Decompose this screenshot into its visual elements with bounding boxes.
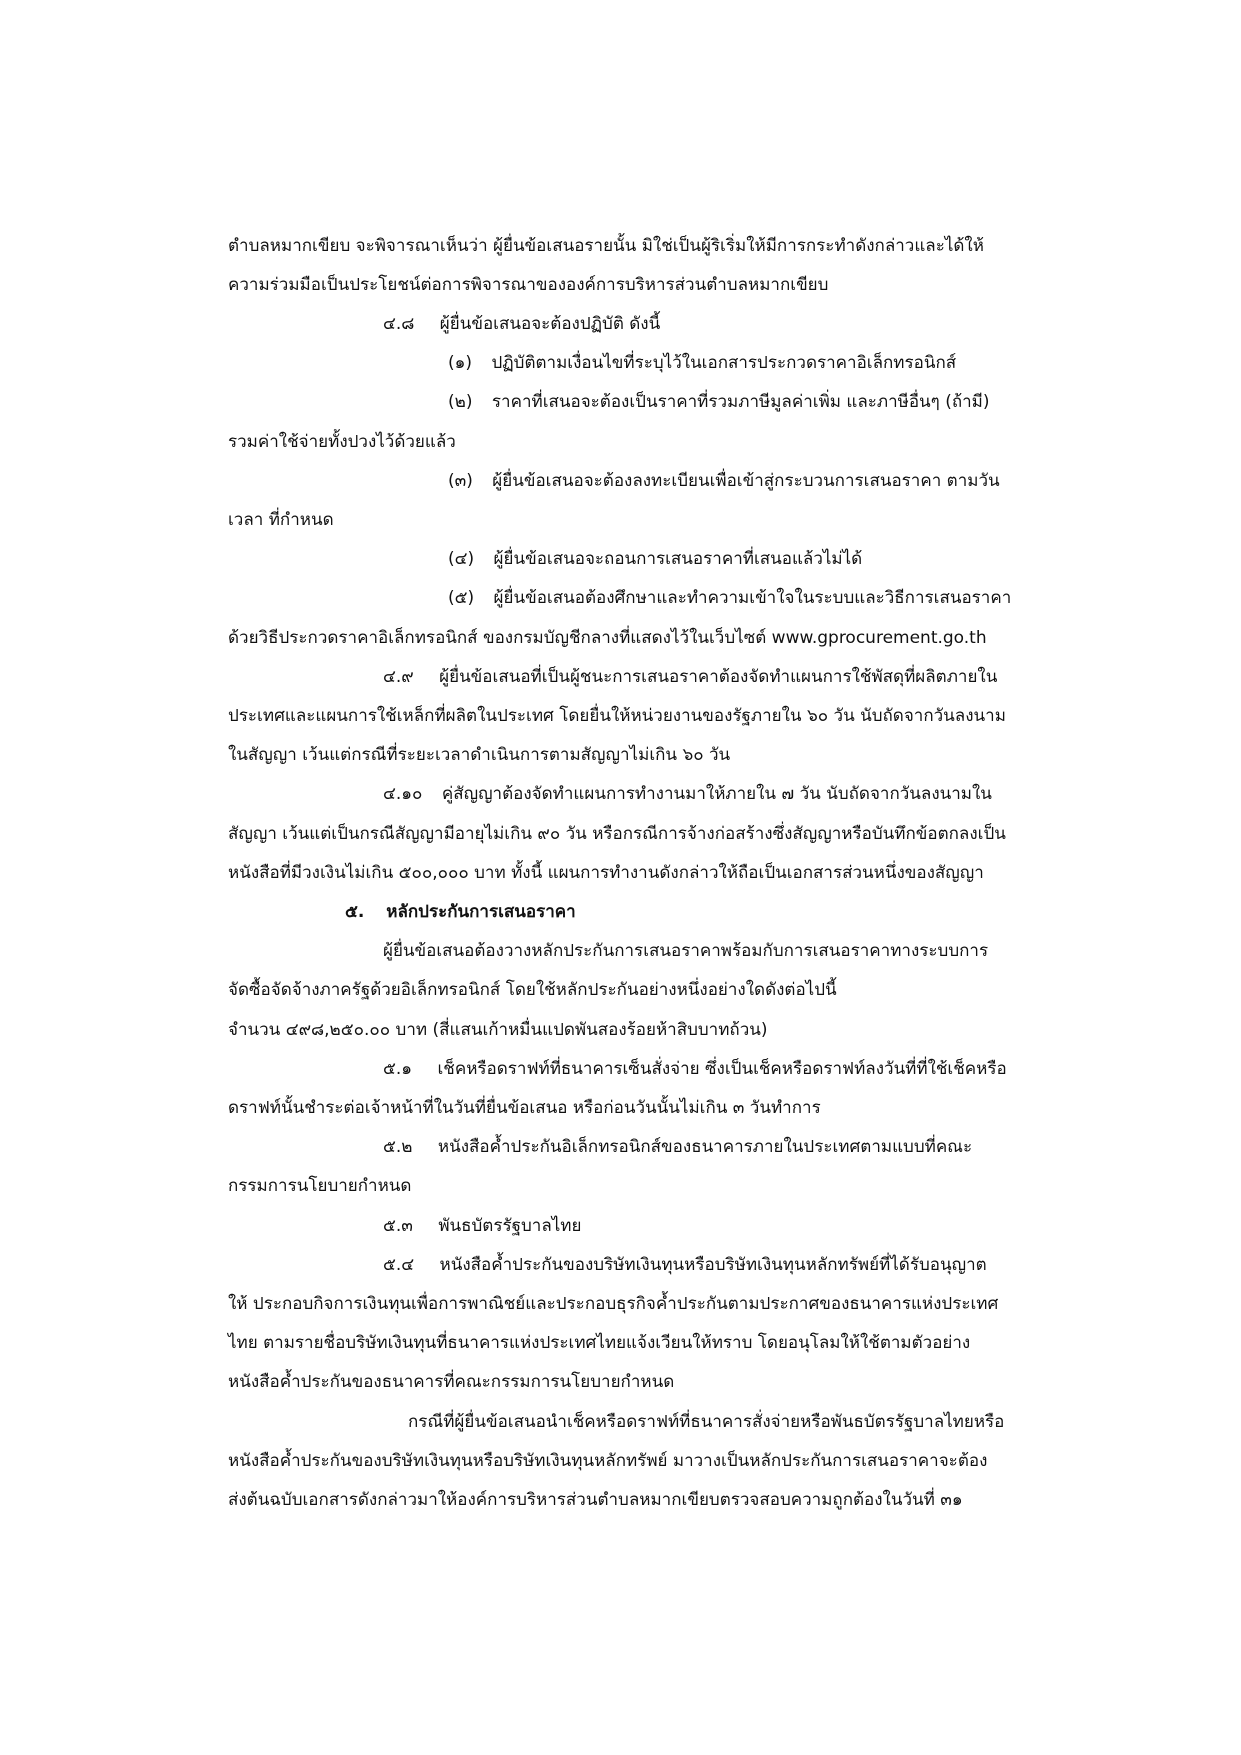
clause-number: ๕.๓ <box>383 1216 413 1236</box>
text-line: หนังสือค้ำประกันของบริษัทเงินทุนหรือบริษัทเงินทุนหลักทรัพย์ มาวางเป็นหลักประกันการเสนอราคาจะต้อง <box>228 1451 988 1471</box>
text-line: จำนวน ๔๙๘,๒๕๐.๐๐ บาท (สี่แสนเก้าหมื่นแปดพันสองร้อยห้าสิบบาทถ้วน) <box>228 1020 768 1040</box>
text-line: หนังสือที่มีวงเงินไม่เกิน ๕๐๐,๐๐๐ บาท ทั้งนี้ แผนการทำงานดังกล่าวให้ถือเป็นเอกสารส่วนหนึ่งของสัญญา <box>228 863 984 883</box>
clause-number: ๔.๙ <box>383 667 414 687</box>
text-line: ด้วยวิธีประกวดราคาอิเล็กทรอนิกส์ ของกรมบัญชีกลางที่แสดงไว้ในเว็บไซต์ www.gprocurement.go.th <box>228 628 987 648</box>
item-text: ผู้ยื่นข้อเสนอจะถอนการเสนอราคาที่เสนอแล้วไม่ได้ <box>493 549 863 569</box>
clause-4-9 <box>383 664 997 690</box>
text-line: รวมค่าใช้จ่ายทั้งปวงไว้ด้วยแล้ว <box>228 432 456 452</box>
text-line: ส่งต้นฉบับเอกสารดังกล่าวมาให้องค์การบริหารส่วนตำบลหมากเขียบตรวจสอบความถูกต้องในวันที่ ๓๑ <box>228 1490 963 1510</box>
clause-number: ๔.๘ <box>383 314 415 334</box>
clause-text: หนังสือค้ำประกันอิเล็กทรอนิกส์ของธนาคารภายในประเทศตามแบบที่คณะ <box>437 1137 973 1157</box>
clause-text: เช็คหรือดราฟท์ที่ธนาคารเซ็นสั่งจ่าย ซึ่งเป็นเช็คหรือดราฟท์ลงวันที่ที่ใช้เช็คหรือ <box>437 1059 1007 1079</box>
clause-text: ผู้ยื่นข้อเสนอจะต้องปฏิบัติ ดังนี้ <box>439 314 661 334</box>
text-line: ประเทศและแผนการใช้เหล็กที่ผลิตในประเทศ โดยยื่นให้หน่วยงานของรัฐภายใน ๖๐ วัน นับถัดจากวันลงนาม <box>228 706 1006 726</box>
text-line: ผู้ยื่นข้อเสนอต้องวางหลักประกันการเสนอราคาพร้อมกับการเสนอราคาทางระบบการ <box>383 941 989 961</box>
text-line: หนังสือค้ำประกันของธนาคารที่คณะกรรมการนโยบายกำหนด <box>228 1372 675 1392</box>
section-5-heading <box>345 899 576 925</box>
clause-5-3 <box>383 1213 581 1239</box>
text-line: กรณีที่ผู้ยื่นข้อเสนอนำเช็คหรือดราฟท์ที่ธนาคารสั่งจ่ายหรือพันธบัตรรัฐบาลไทยหรือ <box>408 1412 1005 1432</box>
text-line: จัดซื้อจัดจ้างภาครัฐด้วยอิเล็กทรอนิกส์ โดยใช้หลักประกันอย่างหนึ่งอย่างใดดังต่อไปนี้ <box>228 980 837 1000</box>
item-text: ผู้ยื่นข้อเสนอจะต้องลงทะเบียนเพื่อเข้าสู่กระบวนการเสนอราคา ตามวัน <box>492 471 1000 491</box>
item-text: ปฏิบัติตามเงื่อนไขที่ระบุไว้ในเอกสารประกวดราคาอิเล็กทรอนิกส์ <box>491 353 957 373</box>
item-number: (๒) <box>448 392 473 412</box>
item-number: (๔) <box>448 549 475 569</box>
clause-4-8 <box>383 311 660 337</box>
clause-text: พันธบัตรรัฐบาลไทย <box>438 1216 582 1236</box>
item-text: ผู้ยื่นข้อเสนอต้องศึกษาและทำความเข้าใจในระบบและวิธีการเสนอราคา <box>493 588 1012 608</box>
clause-5-1 <box>383 1056 1007 1082</box>
text-line: ดราฟท์นั้นชำระต่อเจ้าหน้าที่ในวันที่ยื่นข้อเสนอ หรือก่อนวันนั้นไม่เกิน ๓ วันทำการ <box>228 1098 821 1118</box>
clause-number: ๕.๒ <box>383 1137 413 1157</box>
item-text: ราคาที่เสนอจะต้องเป็นราคาที่รวมภาษีมูลค่าเพิ่ม และภาษีอื่นๆ (ถ้ามี) <box>491 392 990 412</box>
item-number: (๕) <box>448 588 475 608</box>
text-line: ให้ ประกอบกิจการเงินทุนเพื่อการพาณิชย์และประกอบธุรกิจค้ำประกันตามประกาศของธนาคารแห่งประเทศ <box>228 1294 999 1314</box>
clause-5-2 <box>383 1134 972 1160</box>
item-number: (๓) <box>448 471 473 491</box>
text-line: ในสัญญา เว้นแต่กรณีที่ระยะเวลาดำเนินการตามสัญญาไม่เกิน ๖๐ วัน <box>228 745 731 765</box>
item-4 <box>448 546 862 572</box>
clause-number: ๕.๑ <box>383 1059 413 1079</box>
text-line: เวลา ที่กำหนด <box>228 510 334 530</box>
clause-text: ผู้ยื่นข้อเสนอที่เป็นผู้ชนะการเสนอราคาต้องจัดทำแผนการใช้พัสดุที่ผลิตภายใน <box>439 667 998 687</box>
clause-4-10 <box>383 781 992 807</box>
item-number: (๑) <box>448 353 473 373</box>
text-line: ความร่วมมือเป็นประโยชน์ต่อการพิจารณาขององค์การบริหารส่วนตำบลหมากเขียบ <box>228 275 829 295</box>
section-title: หลักประกันการเสนอราคา <box>386 902 576 922</box>
clause-5-4 <box>383 1252 987 1278</box>
clause-text: คู่สัญญาต้องจัดทำแผนการทำงานมาให้ภายใน ๗ วัน นับถัดจากวันลงนามใน <box>441 784 992 804</box>
section-number: ๕. <box>345 902 365 922</box>
text-line: ไทย ตามรายชื่อบริษัทเงินทุนที่ธนาคารแห่งประเทศไทยแจ้งเวียนให้ทราบ โดยอนุโลมให้ใช้ตามตัวอย่าง <box>228 1333 971 1353</box>
text-line: ตำบลหมากเขียบ จะพิจารณาเห็นว่า ผู้ยื่นข้อเสนอรายนั้น มิใช่เป็นผู้ริเริ่มให้มีการกระทำดังกล่าวและได้ให้ <box>228 236 984 256</box>
clause-text: หนังสือค้ำประกันของบริษัทเงินทุนหรือบริษัทเงินทุนหลักทรัพย์ที่ได้รับอนุญาต <box>439 1255 987 1275</box>
clause-number: ๔.๑๐ <box>383 784 423 804</box>
item-5 <box>448 585 1011 611</box>
item-3 <box>448 468 1000 494</box>
text-line: กรรมการนโยบายกำหนด <box>228 1176 412 1196</box>
item-2 <box>448 389 990 415</box>
clause-number: ๕.๔ <box>383 1255 415 1275</box>
item-1 <box>448 350 956 376</box>
text-line: สัญญา เว้นแต่เป็นกรณีสัญญามีอายุไม่เกิน ๙๐ วัน หรือกรณีการจ้างก่อสร้างซึ่งสัญญาหรือบันทึกข้อตกลงเป็น <box>228 824 1006 844</box>
